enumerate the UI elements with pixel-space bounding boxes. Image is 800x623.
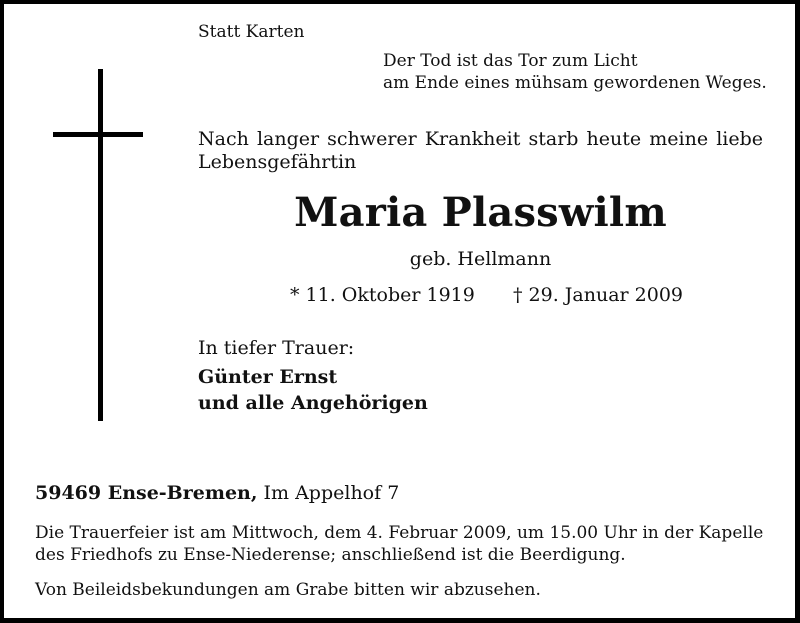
header-text: Statt Karten bbox=[198, 22, 305, 42]
address-city: 59469 Ense-Bremen, bbox=[35, 482, 258, 504]
address bbox=[35, 484, 399, 503]
birth-date: * 11. Oktober 1919 bbox=[290, 284, 475, 306]
address-street: Im Appelhof 7 bbox=[263, 482, 400, 504]
funeral-line-1: Die Trauerfeier ist am Mittwoch, dem 4. Februar 2009, um 15.00 Uhr in der Kapelle bbox=[35, 523, 764, 543]
death-date: † 29. Januar 2009 bbox=[513, 284, 684, 306]
deceased-name: Maria Plasswilm bbox=[294, 189, 667, 236]
intro-line-2: Lebensgefährtin bbox=[198, 151, 357, 173]
maiden-name: geb. Hellmann bbox=[409, 248, 552, 270]
intro-line-1: Nach langer schwerer Krankheit starb heute meine liebe bbox=[198, 128, 763, 150]
condolence-request: Von Beileidsbekundungen am Grabe bitten wir abzusehen. bbox=[35, 580, 541, 600]
quote-line-2: am Ende eines mühsam gewordenen Weges. bbox=[383, 73, 767, 93]
funeral-line-2: des Friedhofs zu Ense-Niederense; anschließend ist die Beerdigung. bbox=[35, 545, 626, 565]
quote-line-1: Der Tod ist das Tor zum Licht bbox=[383, 51, 638, 71]
mourners-label: In tiefer Trauer: bbox=[198, 337, 355, 359]
mourners-line-1: Günter Ernst bbox=[198, 366, 338, 388]
mourners-line-2: und alle Angehörigen bbox=[198, 392, 428, 414]
